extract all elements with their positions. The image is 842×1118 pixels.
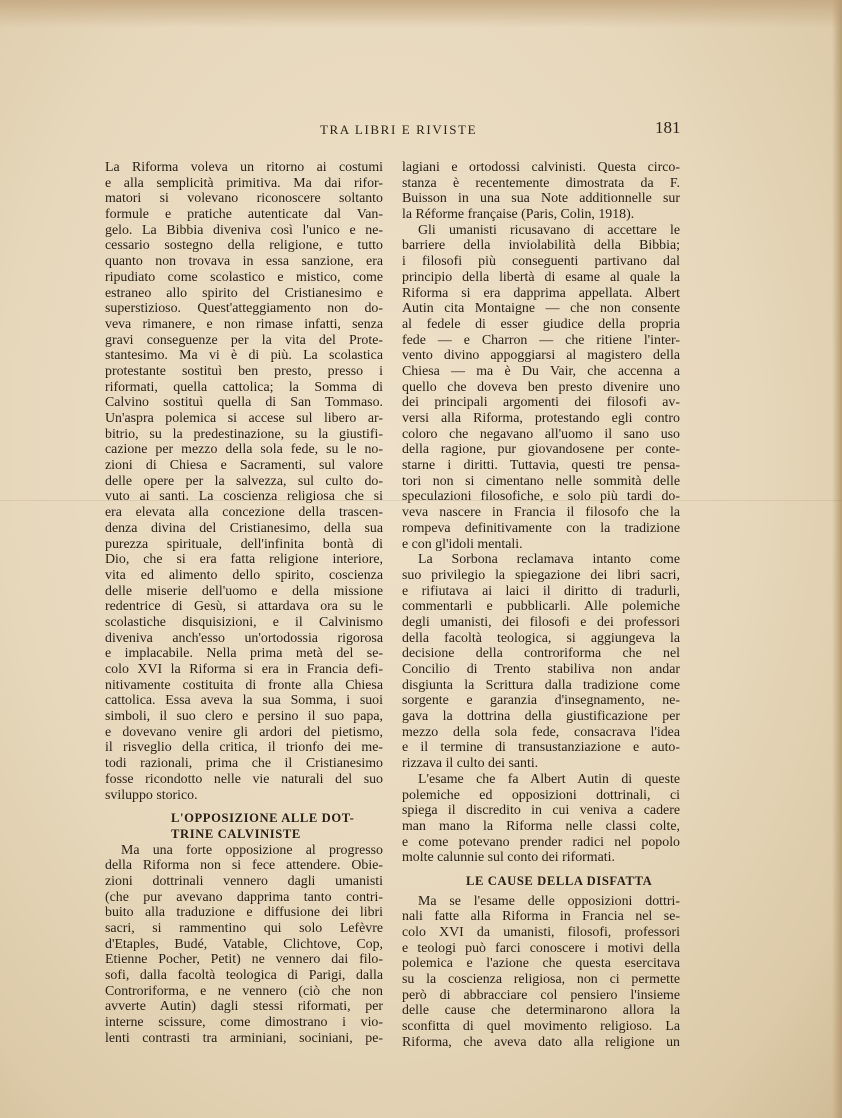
- text-line: spiega il discredito in cui veniva a cadere: [402, 803, 680, 819]
- text-line: mezzo della sola fede, consacrava l'idea: [402, 724, 680, 740]
- text-line: La Sorbona reclamava intanto come: [418, 552, 680, 568]
- text-line: veva nascere in Francia il filosofo che la: [402, 505, 680, 521]
- text-line: sorgente e garanzia d'insegnamento, ne-: [402, 693, 680, 709]
- text-line: speculazioni filosofiche, e solo più tardi do-: [402, 489, 680, 505]
- text-line: e come potevano prender radici nel popolo: [402, 834, 680, 850]
- right-column: [402, 160, 680, 1051]
- text-line: però di abbracciare col pensiero l'insieme: [402, 987, 680, 1003]
- text-line: Chiesa — ma è Du Vair, che accenna a: [402, 363, 680, 379]
- text-line: cattolica. Essa aveva la sua Somma, i suoi: [105, 693, 383, 709]
- running-head: TRA LIBRI E RIVISTE: [320, 122, 478, 137]
- right-paragraph-3: [402, 552, 680, 772]
- text-line: Controriforma, e ne vennero (ciò che non: [105, 983, 383, 999]
- text-line: scolastiche disquisizioni, e il Calvinismo: [105, 614, 383, 630]
- text-line: quello che doveva ben presto divenire uno: [402, 379, 680, 395]
- text-line: lenti contrasti tra arminiani, sociniani, pe-: [105, 1030, 383, 1046]
- text-line: redentrice di Gesù, si attardava ora su le: [105, 599, 383, 615]
- text-line: riformati, quella cattolica; la Somma di: [105, 379, 383, 395]
- text-line: lagiani e ortodossi calvinisti. Questa circo-: [402, 160, 680, 175]
- text-line: zioni dottrinali vennero dagli umanisti: [105, 873, 383, 889]
- text-line: rompeva definitivamente con la tradizione: [402, 520, 680, 536]
- text-line: veva rimanere, e non rimase infatti, senza: [105, 316, 383, 332]
- text-line: zioni di Chiesa e Sacramenti, sul valore: [105, 458, 383, 474]
- text-line: denza divina del Cristianesimo, della sua: [105, 520, 383, 536]
- text-line: su la coscienza religiosa, non ci permette: [402, 972, 680, 988]
- text-line: cessario sostegno della religione, e tutto: [105, 238, 383, 254]
- text-line: Autin cita Montaigne — che non consente: [402, 301, 680, 317]
- text-line: colo XVI la Riforma si era in Francia defi-: [105, 662, 383, 677]
- text-line: e teologi può farci conoscere i motivi della: [402, 940, 680, 956]
- text-line: starne i diritti. Tuttavia, questi tre pensa-: [402, 458, 680, 474]
- text-line: Ma una forte opposizione al progresso: [121, 842, 383, 858]
- text-line: matori si volevano riconoscere soltanto: [105, 191, 383, 207]
- text-line: gava la dottrina della giustificazione per: [402, 709, 680, 725]
- text-line: cazione per mezzo della sola fede, su le no-: [105, 442, 383, 458]
- text-line: colo XVI da umanisti, filosofi, professori: [402, 925, 680, 940]
- text-line: degli umanisti, dei filosofi e dei professori: [402, 614, 680, 630]
- text-line: estraneo allo spirito del Cristianesimo e: [105, 285, 383, 301]
- text-line: della facoltà teologica, si aggiungeva la: [402, 630, 680, 646]
- text-line: barriere della inviolabilità della Bibbia;: [402, 238, 680, 254]
- text-line: principio della libertà di esame al quale la: [402, 269, 680, 285]
- text-line: vuto ai santi. La coscienza religiosa che si: [105, 489, 383, 505]
- text-line: rizzava il culto dei santi.: [402, 756, 539, 772]
- text-line: stanza è recentemente dimostrata da F.: [402, 175, 680, 191]
- text-line: buito alla traduzione e diffusione dei libri: [105, 905, 383, 921]
- text-line: tori non si cimentano nelle sommità delle: [402, 473, 680, 489]
- right-paragraph-2: [402, 223, 680, 552]
- page-number: 181: [655, 118, 681, 137]
- text-line: nali fatte alla Riforma in Francia nel se-: [402, 909, 680, 925]
- text-line: dei principali argomenti dei filosofi av-: [402, 395, 680, 411]
- text-line: gelo. La Bibbia diveniva così l'unico e ne-: [105, 222, 383, 238]
- text-line: L'esame che fa Albert Autin di queste: [418, 771, 680, 787]
- text-line: la Réforme française (Paris, Colin, 1918).: [402, 207, 635, 223]
- text-line: formule e pratiche autenticate dal Van-: [105, 207, 383, 223]
- text-line: al fedele di esser giudice della propria: [402, 316, 680, 332]
- text-line: e dovevano venire gli ardori del pietismo,: [105, 724, 383, 740]
- text-line: i filosofi più conseguenti partivano dal: [402, 254, 680, 270]
- text-line: vita ed alimento dello spirito, coscienza: [105, 567, 383, 583]
- text-line: Etienne Pocher, Petit) ne vennero dai filo-: [105, 952, 383, 968]
- text-line: quanto non trovava in essa sanzione, era: [105, 254, 383, 270]
- text-line: Riforma, che aveva dato alla religione un: [402, 1034, 680, 1050]
- text-line: todi razionali, prima che il Cristianesimo: [105, 756, 383, 772]
- text-line: delle cause che determinarono allora la: [402, 1003, 680, 1019]
- text-line: diveniva anch'esso un'ortodossia rigorosa: [105, 630, 383, 646]
- text-line: e il termine di transustanziazione e auto-: [402, 740, 680, 756]
- text-line: e alla semplicità primitiva. Ma dai rifor-: [105, 175, 383, 191]
- text-line: simboli, il suo clero e persino il suo papa,: [105, 709, 383, 725]
- text-line: e implacabile. Nella prima metà del se-: [105, 646, 383, 662]
- text-line: coloro che negavano all'uomo il sano uso: [402, 426, 680, 442]
- text-line: della ragione, pur giovandosene per conte-: [402, 442, 680, 458]
- text-line: polemica e l'azione che questa esercitava: [402, 956, 680, 972]
- text-line: il risveglio della critica, il trionfo dei me-: [105, 740, 383, 756]
- text-line: (che pur avevano dapprima tanto contri-: [105, 889, 383, 905]
- text-line: sacri, si rammentino qui solo Lefèvre: [105, 921, 383, 936]
- text-line: delle opere per la salvezza, sul culto do-: [105, 473, 383, 489]
- text-line: protestante sostituì ben presto, presso i: [105, 363, 383, 379]
- text-line: delle miserie dell'uomo e della missione: [105, 583, 383, 599]
- text-line: Ma se l'esame delle opposizioni dottri-: [418, 893, 680, 909]
- text-line: suo privilegio la spiegazione dei libri sacri,: [402, 567, 680, 583]
- text-line: stantesimo. Ma vi è di più. La scolastica: [105, 348, 383, 364]
- left-paragraph-2: [105, 843, 383, 1047]
- text-line: e con gl'idoli mentali.: [402, 536, 523, 552]
- left-column: [105, 160, 383, 1047]
- text-line: nitivamente costituita di fronte alla Chiesa: [105, 677, 383, 693]
- text-line: La Riforma voleva un ritorno ai costumi: [105, 160, 383, 175]
- text-line: interne scissure, come dimostrano i vio-: [105, 1015, 383, 1031]
- text-line: sviluppo storico.: [105, 787, 198, 803]
- text-line: disgiunta la Scrittura dalla tradizione come: [402, 677, 680, 693]
- text-line: avverte Autin) dagli stessi riformati, per: [105, 999, 383, 1015]
- text-line: Dio, che si era fatta religione interiore,: [105, 552, 383, 568]
- page-top-edge: [0, 0, 842, 28]
- text-line: sofi, dalla facoltà teologica di Parigi, dalla: [105, 968, 383, 984]
- text-line: commentarli e pubblicarli. Alle polemiche: [402, 599, 680, 615]
- text-line: e rifiutava ai laici il diritto di tradurli,: [402, 583, 680, 599]
- text-line: gravi conseguenze per la vita del Prote-: [105, 332, 383, 348]
- text-line: bitrio, su la predestinazione, su la giustifi-: [105, 426, 383, 442]
- text-line: Buisson in una sua Note additionnelle sur: [402, 191, 680, 207]
- text-line: purezza spirituale, dell'infinita bontà di: [105, 536, 383, 552]
- text-line: polemiche ed opposizioni dottrinali, ci: [402, 787, 680, 803]
- text-line: era elevata alla concezione della trascen-: [105, 505, 383, 521]
- left-paragraph-1: [105, 160, 383, 803]
- text-line: della Riforma non si fece attendere. Obie-: [105, 858, 383, 874]
- text-line: molte calunnie sul conto dei riformati.: [402, 850, 615, 866]
- right-paragraph-5: [402, 894, 680, 1051]
- text-line: Gli umanisti ricusavano di accettare le: [418, 222, 680, 238]
- text-line: Calvino sostituì quella di San Tommaso.: [105, 395, 383, 411]
- page-right-edge: [832, 0, 842, 1118]
- section-heading-opposizione-line2: TRINE CALVINISTE: [171, 826, 301, 841]
- text-line: d'Etaples, Budé, Vatable, Clichtove, Cop,: [105, 936, 383, 952]
- text-line: versi alla Riforma, protestando egli contro: [402, 411, 680, 426]
- text-line: Un'aspra polemica si accese sul libero ar-: [105, 411, 383, 426]
- text-line: Concilio di Trento stabiliva non andar: [402, 662, 680, 677]
- section-heading-cause-disfatta: LE CAUSE DELLA DISFATTA: [466, 873, 653, 888]
- right-paragraph-4: [402, 772, 680, 866]
- text-line: man mano la Riforma nelle classi colte,: [402, 818, 680, 834]
- section-heading-opposizione-line1: L'OPPOSIZIONE ALLE DOT-: [171, 811, 355, 826]
- text-line: sconfitta di quel movimento religioso. La: [402, 1019, 680, 1035]
- text-line: fede — e Charron — che ritiene l'inter-: [402, 332, 680, 348]
- text-line: ripudiato come scolastico e mistico, come: [105, 269, 383, 285]
- text-line: fosse ricondotto nelle vie naturali del suo: [105, 771, 383, 787]
- text-line: vento divino appoggiarsi al magistero della: [402, 348, 680, 364]
- text-line: Riforma si era dapprima appellata. Albert: [402, 285, 680, 301]
- text-line: decisione della controriforma che nel: [402, 646, 680, 662]
- text-line: superstizioso. Quest'atteggiamento non do-: [105, 301, 383, 317]
- right-paragraph-1: [402, 160, 680, 223]
